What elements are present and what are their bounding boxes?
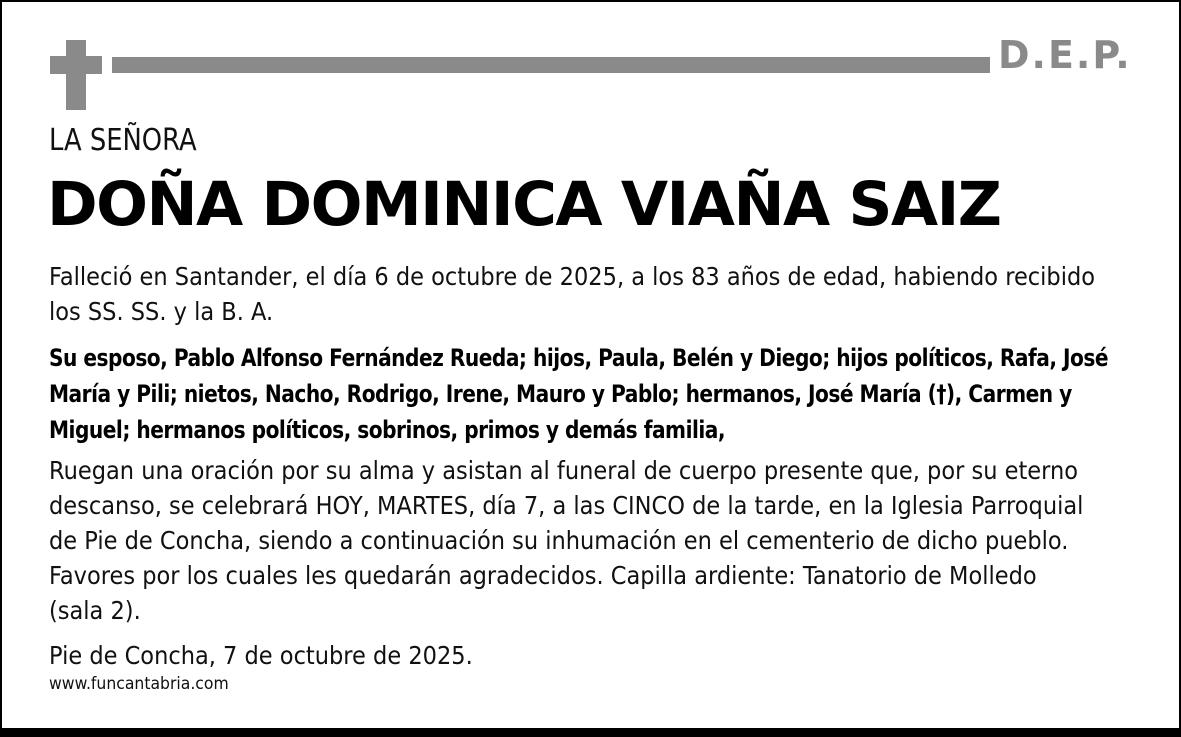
- deceased-name: DOÑA DOMINICA VIAÑA SAIZ: [47, 169, 1001, 240]
- cross-vertical-bar: [66, 40, 86, 110]
- family-paragraph: Su esposo, Pablo Alfonso Fernández Rueda; hijos, Paula, Belén y Diego; hijos políticos, Rafa, José María y Pili; nietos, Nacho, Rodrigo, Irene, Mauro y Pablo; hermanos, José María (†), Carmen y Miguel; hermanos políticos, sobrinos, primos y demás familia,: [49, 344, 1109, 444]
- website-link[interactable]: www.funcantabria.com: [49, 674, 229, 694]
- honorific-prefix: LA SEÑORA: [49, 123, 197, 158]
- funeral-paragraph: Ruegan una oración por su alma y asistan al funeral de cuerpo presente que, por su eterno descanso, se celebrará HOY, MARTES, día 7, a las CINCO de la tarde, en la Iglesia Parroquial de Pie de Concha, siendo a continuación su inhumación en el cementerio de dicho pueblo. Favores por los cuales les quedarán agradecidos. Capilla ardiente: Tanatorio de Molledo (sala 2).: [49, 456, 1084, 625]
- cross-horizontal-bar: [50, 56, 102, 74]
- dep-label: D.E.P.: [998, 33, 1132, 77]
- place-date: Pie de Concha, 7 de octubre de 2025.: [49, 641, 473, 670]
- death-paragraph: Falleció en Santander, el día 6 de octubre de 2025, a los 83 años de edad, habiendo recibido los SS. SS. y la B. A.: [49, 262, 1096, 326]
- header-rule: [112, 57, 990, 73]
